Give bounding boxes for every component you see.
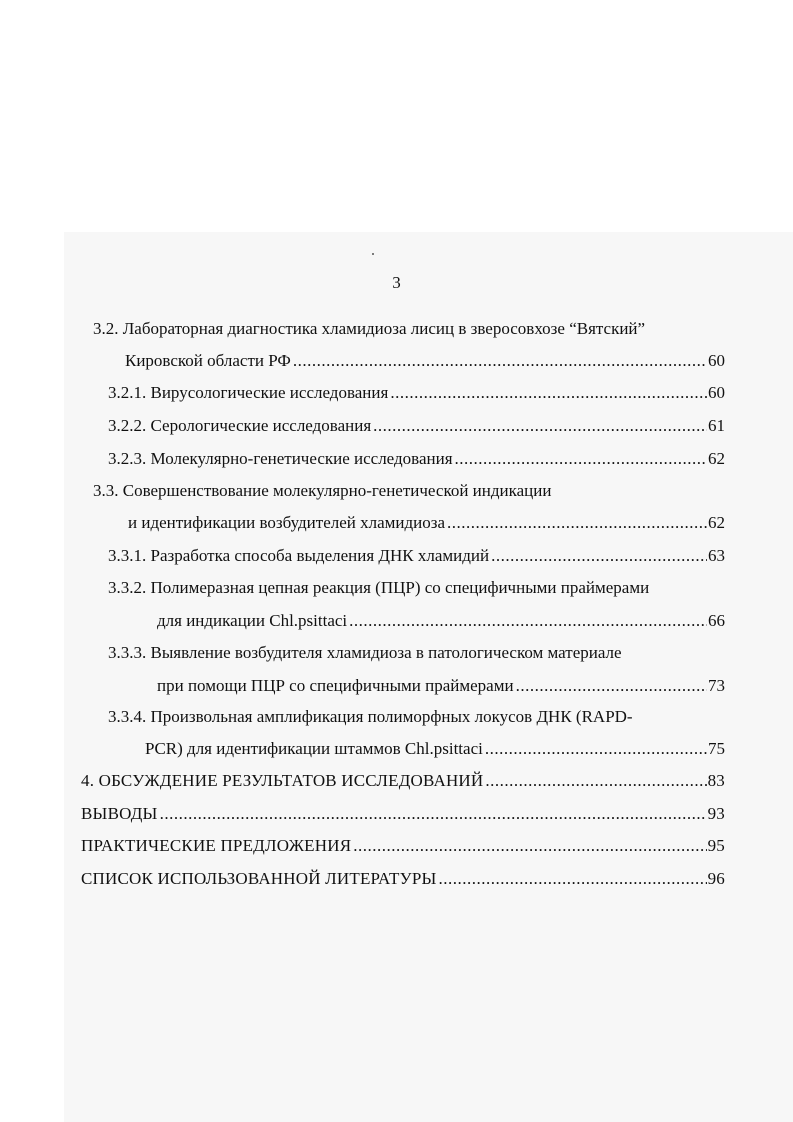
- dot-leader: [516, 674, 707, 698]
- dot-leader: [373, 414, 707, 438]
- toc-entry-text: и идентификации возбудителей хламидиоза: [128, 513, 446, 532]
- toc-entry-3-3-title: 3.3. Совершенствование молекулярно-генетической индикации: [93, 481, 552, 500]
- toc-page-number: 60: [708, 351, 725, 370]
- toc-page-number: 75: [708, 739, 725, 758]
- toc-entry-4: [81, 769, 725, 793]
- dot-leader: [485, 737, 707, 761]
- toc-page-number: 66: [708, 611, 725, 630]
- scan-speck: [372, 253, 374, 255]
- dot-leader: [353, 834, 706, 858]
- dot-leader: [447, 511, 707, 535]
- dot-leader: [485, 769, 706, 793]
- toc-page-number: 95: [707, 836, 725, 855]
- toc-entry-3-2: [125, 349, 725, 373]
- dot-leader: [160, 802, 707, 826]
- toc-page-number: 61: [708, 416, 725, 435]
- toc-entry-3-2-title: 3.2. Лабораторная диагностика хламидиоза лисиц в зверосовхозе “Вятский”: [93, 319, 646, 338]
- toc-page-number: 73: [708, 676, 725, 695]
- dot-leader: [491, 544, 707, 568]
- toc-entry-text: 3.2.3. Молекулярно-генетические исследования: [108, 449, 453, 468]
- toc-entry-literature: [81, 867, 725, 891]
- toc-entry-text: 3.2.2. Серологические исследования: [108, 416, 372, 435]
- toc-entry-text: PCR) для идентификации штаммов Chl.psittaci: [145, 739, 483, 758]
- toc-entry-text: ПРАКТИЧЕСКИЕ ПРЕДЛОЖЕНИЯ: [81, 836, 352, 855]
- toc-page-number: 60: [708, 383, 725, 402]
- toc-entry-3-3-3: [157, 674, 725, 698]
- toc-entry-3-3-1: [108, 544, 725, 568]
- toc-entry-text: при помощи ПЦР со специфичными праймерами: [157, 676, 514, 695]
- toc-page-number: 63: [708, 546, 725, 565]
- toc-entry-3-3-4: [145, 737, 725, 761]
- toc-page-number: 62: [708, 449, 725, 468]
- toc-entry-conclusions: [81, 802, 725, 826]
- dot-leader: [293, 349, 707, 373]
- toc-entry-3-3-2: [157, 609, 725, 633]
- toc-entry-3-2-2: [108, 414, 725, 438]
- toc-page-number: 93: [707, 804, 725, 823]
- toc-entry-3-3-4-title: 3.3.4. Произвольная амплификация полиморфных локусов ДНК (RAPD-: [108, 707, 633, 726]
- dot-leader: [390, 381, 707, 405]
- dot-leader: [439, 867, 707, 891]
- toc-page-number: 62: [708, 513, 725, 532]
- dot-leader: [349, 609, 707, 633]
- toc-entry-text: для индикации Chl.psittaci: [157, 611, 348, 630]
- toc-entry-text: ВЫВОДЫ: [81, 804, 158, 823]
- toc-page-number: 83: [707, 771, 725, 790]
- toc-entry-text: 4. ОБСУЖДЕНИЕ РЕЗУЛЬТАТОВ ИССЛЕДОВАНИЙ: [81, 771, 484, 790]
- toc-entry-text: СПИСОК ИСПОЛЬЗОВАННОЙ ЛИТЕРАТУРЫ: [81, 869, 437, 888]
- toc-entry-3-3-3-title: 3.3.3. Выявление возбудителя хламидиоза в патологическом материале: [108, 643, 622, 662]
- toc-entry-3-3-2-title: 3.3.2. Полимеразная цепная реакция (ПЦР) со специфичными праймерами: [108, 578, 650, 597]
- toc-entry-3-3: [128, 511, 725, 535]
- page-number: 3: [392, 273, 401, 292]
- toc-entry-3-2-3: [108, 447, 725, 471]
- toc-entry-text: Кировской области РФ: [125, 351, 291, 370]
- toc-entry-3-2-1: [108, 381, 725, 405]
- dot-leader: [455, 447, 707, 471]
- toc-page-number: 96: [707, 869, 725, 888]
- toc-entry-text: 3.2.1. Вирусологические исследования: [108, 383, 389, 402]
- toc-entry-text: 3.3.1. Разработка способа выделения ДНК хламидий: [108, 546, 490, 565]
- toc-entry-practical: [81, 834, 725, 858]
